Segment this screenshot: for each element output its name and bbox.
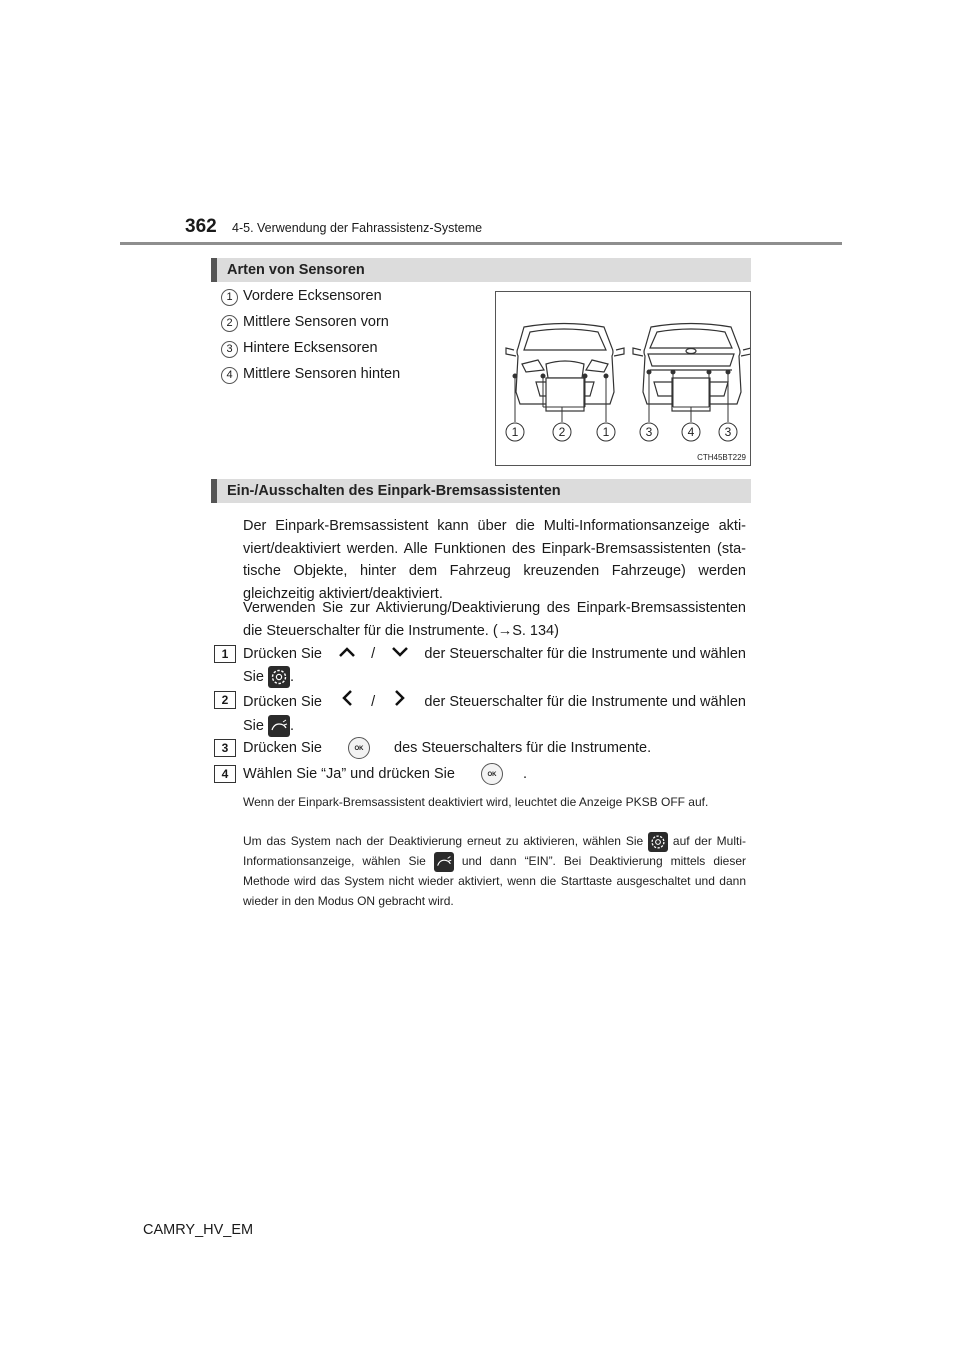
step-text-part: Wählen Sie “Ja” und drücken Sie — [243, 766, 455, 782]
sensor-label-3: Hintere Ecksensoren — [243, 340, 378, 356]
document-code: CAMRY_HV_EM — [143, 1222, 254, 1238]
chevron-up-icon — [338, 643, 356, 666]
chevron-left-icon — [341, 689, 353, 715]
step-text-part: des Steuerschalters für die Instrumente. — [394, 740, 652, 756]
chevron-right-icon — [394, 689, 406, 715]
callout-label: 3 — [724, 425, 732, 439]
note-text-part: auf der Multi-Informationsanzeige, wählen Sie — [243, 834, 747, 869]
sensor-label-1: Vordere Ecksensoren — [243, 288, 382, 304]
sensor-label-4: Mittlere Sensoren hinten — [243, 366, 401, 382]
step-text-part: . — [290, 717, 295, 734]
page-number: 362 — [185, 216, 217, 237]
sensor-number-3: 3 — [221, 341, 238, 358]
step-number-2: 2 — [214, 691, 236, 709]
step-number-3: 3 — [214, 739, 236, 757]
step-text-part: Sie — [243, 717, 264, 734]
note-text-part: und dann “EIN”. Bei Deaktivierung mittels dieser Methode wird das System nicht wieder aktiviert, wenn die Starttaste ausgeschaltet und dann wieder in den Modus ON gebracht wird. — [243, 854, 746, 908]
car-sensor-icon — [434, 852, 454, 872]
step-4-text — [243, 763, 746, 786]
sensor-number-2: 2 — [221, 315, 238, 332]
note-deactivation: Wenn der Einpark-Bremsassistent deaktiviert wird, leuchtet die Anzeige PKSB OFF auf. — [243, 795, 709, 809]
callout-label: 1 — [602, 425, 610, 439]
callout-label: 3 — [645, 425, 653, 439]
step-number-4: 4 — [214, 765, 236, 783]
separator: / — [371, 646, 376, 662]
gear-icon — [268, 666, 290, 688]
reference-arrow: → — [497, 622, 513, 639]
instruction-text: Verwenden Sie zur Aktivierung/Deaktivierung des Einpark-Bremsassistenten die Steuerschalter für die Instrumente. ( — [243, 600, 746, 639]
ok-button-icon: OK — [348, 737, 370, 759]
car-sensor-illustration — [496, 292, 750, 465]
ok-button-icon: OK — [481, 763, 503, 785]
step-text-part: Drücken Sie — [243, 646, 322, 662]
section-heading-sensor-types — [211, 258, 751, 282]
step-text-part: . — [290, 668, 295, 685]
chapter-title: 4-5. Verwendung der Fahrassistenz-Systeme — [232, 221, 483, 235]
step-text-part: Sie — [243, 668, 264, 685]
sensor-diagram — [495, 291, 751, 466]
separator: / — [371, 693, 376, 710]
sensor-label-2: Mittlere Sensoren vorn — [243, 314, 389, 330]
section-title: Ein-/Ausschalten des Einpark-Bremsassistenten — [227, 483, 561, 499]
callout-label: 2 — [558, 425, 566, 439]
callout-label: 4 — [687, 425, 695, 439]
step-number-1: 1 — [214, 645, 236, 663]
chevron-down-icon — [391, 643, 409, 666]
rear-car-drawing — [633, 324, 750, 412]
instruction-paragraph — [243, 597, 746, 642]
note-text-part: Um das System nach der Deaktivierung erneut zu aktivieren, wählen Sie — [243, 834, 644, 849]
step-text-part: der Steuerschalter für die Instrumente und wählen — [424, 693, 746, 710]
step-1-text — [243, 643, 746, 688]
section-heading-toggle — [211, 479, 751, 503]
header-divider — [120, 242, 842, 245]
step-2-text — [243, 689, 746, 737]
intro-paragraph: Der Einpark-Bremsassistent kann über die Multi-Informationsanzeige akti-viert/deaktiviert werden. Alle Funktionen des Einpark-Bremsassistenten (sta-tische Objekte, hinter dem Fahrzeug kreuzenden Fahrzeuge) werden gleichzeitig aktiviert/deaktiviert. — [243, 518, 746, 602]
step-text-part: der Steuerschalter für die Instrumente und wählen — [424, 646, 746, 662]
callout-label: 1 — [511, 425, 519, 439]
note-reactivation — [243, 832, 746, 911]
step-text-part: Drücken Sie — [243, 740, 322, 756]
step-text-part: . — [523, 766, 528, 782]
section-title: Arten von Sensoren — [227, 262, 365, 278]
gear-icon — [648, 832, 668, 852]
diagram-code: CTH45BT229 — [697, 453, 746, 462]
sensor-number-4: 4 — [221, 367, 238, 384]
sensor-number-1: 1 — [221, 289, 238, 306]
step-text-part: Drücken Sie — [243, 693, 322, 710]
car-sensor-icon — [268, 715, 290, 737]
page-reference: S. 134) — [512, 622, 559, 639]
step-3-text — [243, 737, 746, 760]
